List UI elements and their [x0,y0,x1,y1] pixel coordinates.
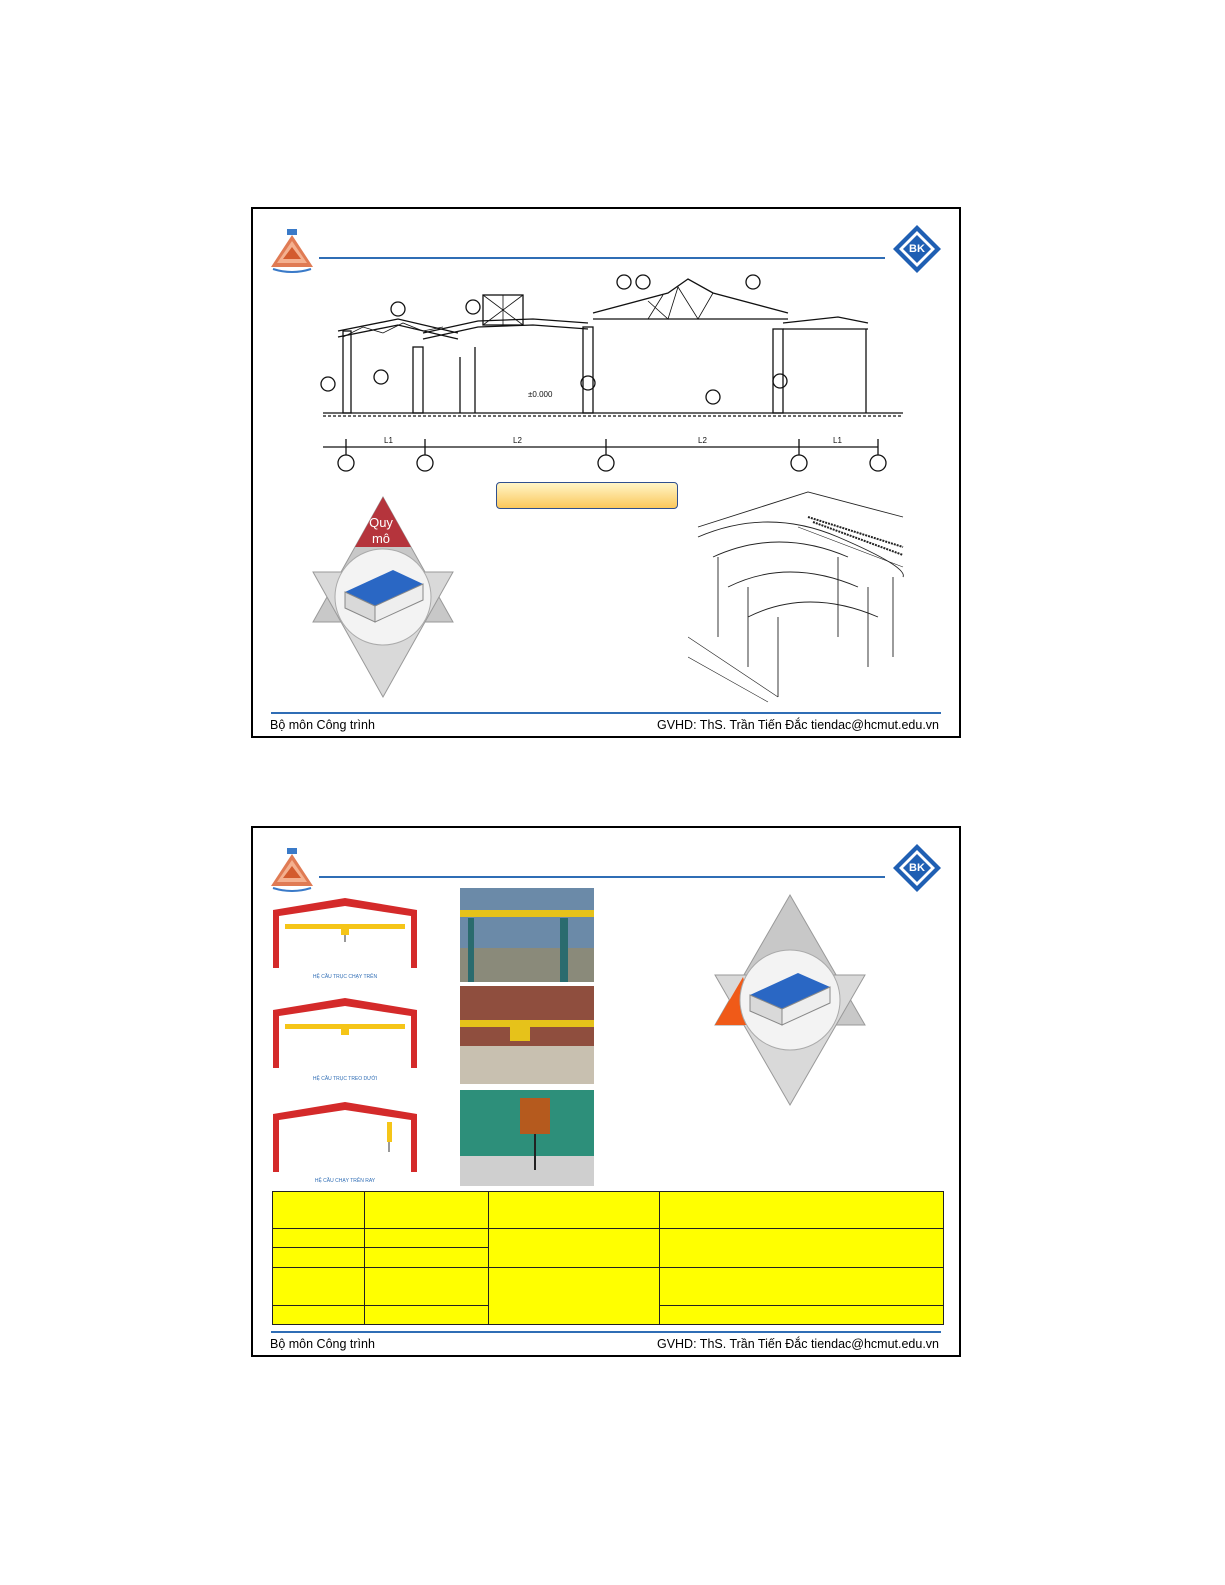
faculty-logo [269,227,315,273]
bk-logo [893,225,941,273]
table-cell [364,1228,489,1248]
table-cell [488,1228,660,1268]
crane-diagram-underhung [265,990,425,1085]
caption-monorail: HỆ CẦU CHẠY TRÊN RAY [314,1178,376,1184]
footer-line [271,1331,941,1333]
footer-department: Bộ môn Công trình [270,718,375,732]
axis-label-2: L2 [513,436,522,445]
comparison-table [272,1191,944,1325]
axis-label-1: L1 [384,436,393,445]
industrial-building-section-drawing [318,267,908,477]
table-cell [272,1228,365,1248]
table-cell [659,1267,944,1306]
table-cell [659,1228,944,1268]
table-cell [488,1267,660,1325]
star-label-quy-mo: Quy mô [369,515,393,546]
faculty-logo [269,846,315,892]
slide-2 [251,826,961,1357]
footer-line [271,712,941,714]
bk-logo [893,844,941,892]
table-cell [659,1191,944,1229]
table-cell [272,1267,365,1306]
axis-label-4: L1 [833,436,842,445]
crane-photo-2 [460,986,594,1084]
crane-diagram-monorail [265,1094,425,1186]
svg-text:BK: BK [909,243,925,255]
caption-underhung: HỆ CẦU TRỤC TREO DƯỚI [312,1076,378,1082]
table-cell [272,1191,365,1229]
table-cell [659,1305,944,1325]
table-cell [272,1305,365,1325]
level-mark: ±0.000 [528,390,553,399]
header-line [319,876,885,878]
crane-photo-1 [460,888,594,982]
caption-top-running: HỆ CẦU TRỤC CHẠY TRÊN [312,974,378,980]
table-cell [364,1305,489,1325]
highlight-label-box [496,482,678,509]
table-cell [488,1191,660,1229]
isometric-frame-drawing [688,487,908,707]
header-line [319,257,885,259]
table-cell [272,1247,365,1268]
slide-1 [251,207,961,738]
footer-department: Bộ môn Công trình [270,1337,375,1351]
star-diagram [685,890,895,1110]
crane-photo-3 [460,1090,594,1186]
crane-diagram-top-running [265,890,425,982]
axis-label-3: L2 [698,436,707,445]
table-cell [364,1247,489,1268]
footer-instructor: GVHD: ThS. Trần Tiến Đắc tiendac@hcmut.edu.vn [656,1337,939,1351]
footer-instructor: GVHD: ThS. Trần Tiến Đắc tiendac@hcmut.edu.vn [656,718,939,732]
table-cell [364,1191,489,1229]
svg-text:BK: BK [909,862,925,874]
table-cell [364,1267,489,1306]
